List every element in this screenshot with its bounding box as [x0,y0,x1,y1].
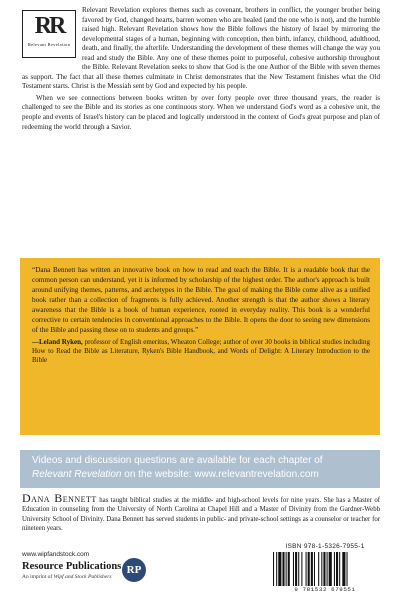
author-bio [22,491,380,533]
review-quote: “Dana Bennett has written an innovative book on how to read and teach the Bible. It is a readable book that the common person can understand, yet it is informed by scholarship of the highest order. The author's approach is built around unifying themes, patterns, and archetypes in the Bible. The goal of making the Bible come alive as a unified book rather than a collection of fragments is fully achieved. Another strength is that the author shows a literary awareness that the Bible is a book of human experience, rooted in everyday reality. This book is a wonderful corrective to certain tendencies in conventional approaches to the Bible. It opens the door to seeing new dimensions of the Bible and passing these on to students and groups.” [32,266,370,334]
publisher-logo-icon: RP [122,558,146,582]
review-box [20,258,380,435]
publisher-name: Resource Publications [22,561,122,572]
reviewer-credentials: professor of English emeritus, Wheaton College; author of over 30 books in biblical studies including How to Read the Bible as Literature, Ryken's Bible Handbook, and Words of Delight: A Literary Introduction to the Bible [32,338,370,364]
publisher-block [22,561,121,581]
videos-line-1: Videos and discussion questions are available for each chapter of [32,455,323,466]
videos-banner [20,450,380,488]
barcode-bars [273,552,377,586]
logo-text: Relevant Revelation [27,42,71,47]
reviewer-name: —Leland Ryken, [32,338,83,346]
author-name: Dana Bennett [22,491,97,505]
isbn-label: ISBN 978-1-5326-7955-1 [285,543,365,550]
logo-mark: RR [34,13,64,39]
barcode [271,543,379,594]
description-paragraph-2: When we see connections between books written by over forty people over three thousand years, the reader is challenged to see the Bible and its stories as one continuous story. When we understand God's word as a cohesive unit, the people and events of Israel's history can be placed and logically understood in the context of God's great purpose and plan of redeeming the world through a Savior. [22,93,380,131]
publisher-website[interactable]: www.wipfandstock.com [22,551,90,558]
description-paragraph-1: Relevant Revelation explores themes such as covenant, brothers in conflict, the younger brother being favored by God, changed hearts, barren women who are healed (and the one who is not), and the humble raised high. Relevant Revelation shows how the Bible follows the history of Israel by mirroring the developmental stages of a human, beginning with conception, then birth, infancy, childhood, adulthood, death, and finally, the afterlife. Understanding the development of these themes will change the way you read and study the Bible. Any one of these themes point to purposeful, cohesive authorship throughout the Bible. Relevant Revelation seeks to show that God is the one Author of the Bible with seven themes as support. The fact that all these themes culminate in Christ demonstrates that the New Testament finishes what the Old Testament starts. Christ is the Messiah sent by God and expected by his people. [22,6,380,91]
videos-line-2: on the website: www.relevantrevelation.com [121,469,319,480]
publisher-imprint: An imprint of Wipf and Stock Publishers [22,574,112,580]
book-description [22,6,380,132]
barcode-digits: 9 781532 679551 [294,586,356,593]
videos-book-title: Relevant Revelation [32,469,122,480]
author-bio-text: has taught biblical studies at the middle- and high-school levels for nine years. She has a Master of Education in counseling from the University of North Carolina at Chapel Hill and a Master of Divinity from the Gardner-Webb University School of Divinity. Dana Bennett has served students in public- and private-school settings as a counselor or teacher for nineteen years. [22,497,380,532]
review-attribution [32,338,370,365]
